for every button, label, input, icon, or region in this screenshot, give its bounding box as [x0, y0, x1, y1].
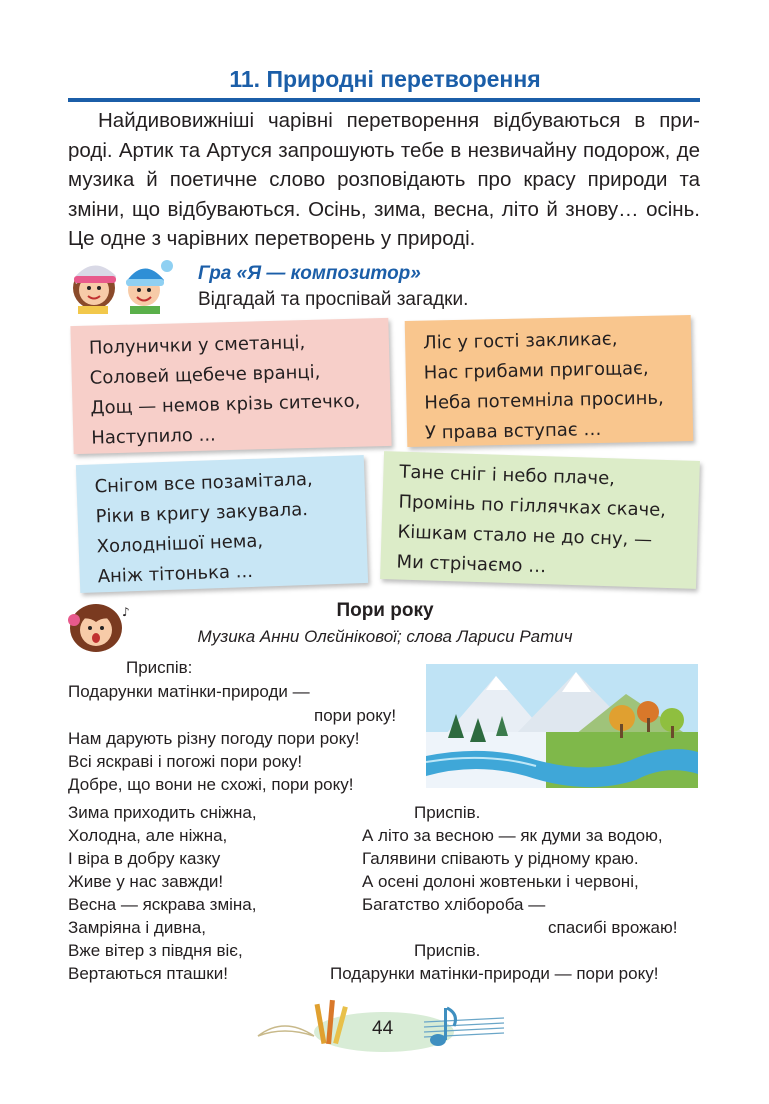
verse-line: Замріяна і дивна,: [68, 918, 206, 937]
riddle-line: У права вступає …: [424, 418, 602, 444]
song-title: Пори року: [336, 600, 434, 621]
verse-line: Весна — яскрава зміна,: [68, 895, 257, 914]
intro-line: та зміни, що відбуваються. Осінь, зима, весна, літо й знову…: [68, 168, 700, 221]
chorus-line: Нам дарують різну погоду пори року!: [68, 729, 360, 748]
chorus-label: Приспів:: [126, 658, 193, 677]
kids-illustration: [64, 252, 184, 314]
riddle-line: Холоднішої нема,: [96, 530, 264, 558]
riddle-line: Аніж тітонька ...: [97, 560, 254, 588]
final-line: Подарунки матінки-природи — пори року!: [330, 964, 659, 983]
verse-line: А літо за весною — як думи за водою,: [362, 826, 663, 845]
verse-line: Холодна, але ніжна,: [68, 826, 228, 845]
riddle-line: Дощ — немов крізь ситечко,: [90, 390, 361, 419]
riddle-line: Соловей щебече вранці,: [89, 361, 321, 389]
chorus-line: пори року!: [314, 706, 397, 725]
riddle-line: Ліс у гості закликає,: [422, 328, 618, 354]
riddle-line: Ріки в кригу закувала.: [95, 499, 309, 528]
verse-line: Багатство хлібороба —: [362, 895, 546, 914]
riddle-line: Наступило ...: [91, 424, 217, 449]
intro-line: де музика й поетичне слово розповідають про красу природи: [68, 138, 700, 191]
page-number: 44: [372, 1018, 394, 1039]
riddle-line: Снігом все позамітала,: [94, 468, 314, 498]
chorus-label: Приспів.: [414, 941, 481, 960]
verse-line: Вертаються пташки!: [68, 964, 228, 983]
verse-line: Галявини співають у рідному краю.: [362, 849, 639, 868]
chorus-line: Всі яскраві і погожі пори року!: [68, 752, 303, 771]
girl-singing-illustration: [62, 600, 134, 656]
intro-paragraph: [68, 106, 700, 254]
landscape-illustration: [426, 664, 698, 788]
song-credit: Музика Анни Олєйнікової; слова Лариси Ратич: [197, 627, 573, 646]
game-instruction: Відгадай та проспівай загадки.: [198, 289, 469, 310]
svg-text:♪: ♪: [122, 605, 130, 619]
riddle-line: Неба потемніла просинь,: [424, 387, 664, 414]
riddle-card-winter: [76, 455, 368, 593]
riddle-card-autumn: [405, 315, 694, 447]
verse-line: Живе у нас завжди!: [68, 872, 224, 891]
riddle-line: Кішкам стало не до сну, —: [397, 521, 653, 551]
riddle-line: Ми стрічаємо …: [396, 551, 547, 578]
verse-line: Зима приходить сніжна,: [68, 803, 257, 822]
intro-line: Найдивовижніші чарівні перетворення відбуваються в при-: [98, 109, 700, 132]
title-underline: [68, 98, 700, 102]
page-title: 11. Природні перетворення: [229, 66, 541, 92]
verse-line: І віра в добру казку: [68, 849, 221, 868]
chorus-line: Добре, що вони не схожі, пори року!: [68, 775, 354, 794]
chorus-label: Приспів.: [414, 803, 481, 822]
verse-line: Вже вітер з півдня віє,: [68, 941, 243, 960]
chorus-line: Подарунки матінки-природи —: [68, 682, 310, 701]
riddle-card-spring: [380, 451, 700, 589]
riddle-line: Полунички у сметанці,: [88, 332, 306, 359]
riddle-line: Нас грибами пригощає,: [423, 357, 649, 384]
verse-line: спасибі врожаю!: [548, 918, 678, 937]
riddle-line: Тане сніг і небо плаче,: [399, 461, 616, 490]
game-title: Гра «Я — композитор»: [198, 263, 421, 284]
verse-line: А осені долоні жовтеньки і червоні,: [362, 872, 639, 891]
intro-line: роді. Артик та Артуся запрошують тебе в незвичайну подорож,: [68, 138, 671, 162]
riddle-card-summer: [70, 318, 391, 454]
riddle-line: Промінь по гіллячках скаче,: [398, 491, 667, 521]
intro-line: осінь. Це одне з чарівних перетворень у природі.: [68, 197, 700, 250]
